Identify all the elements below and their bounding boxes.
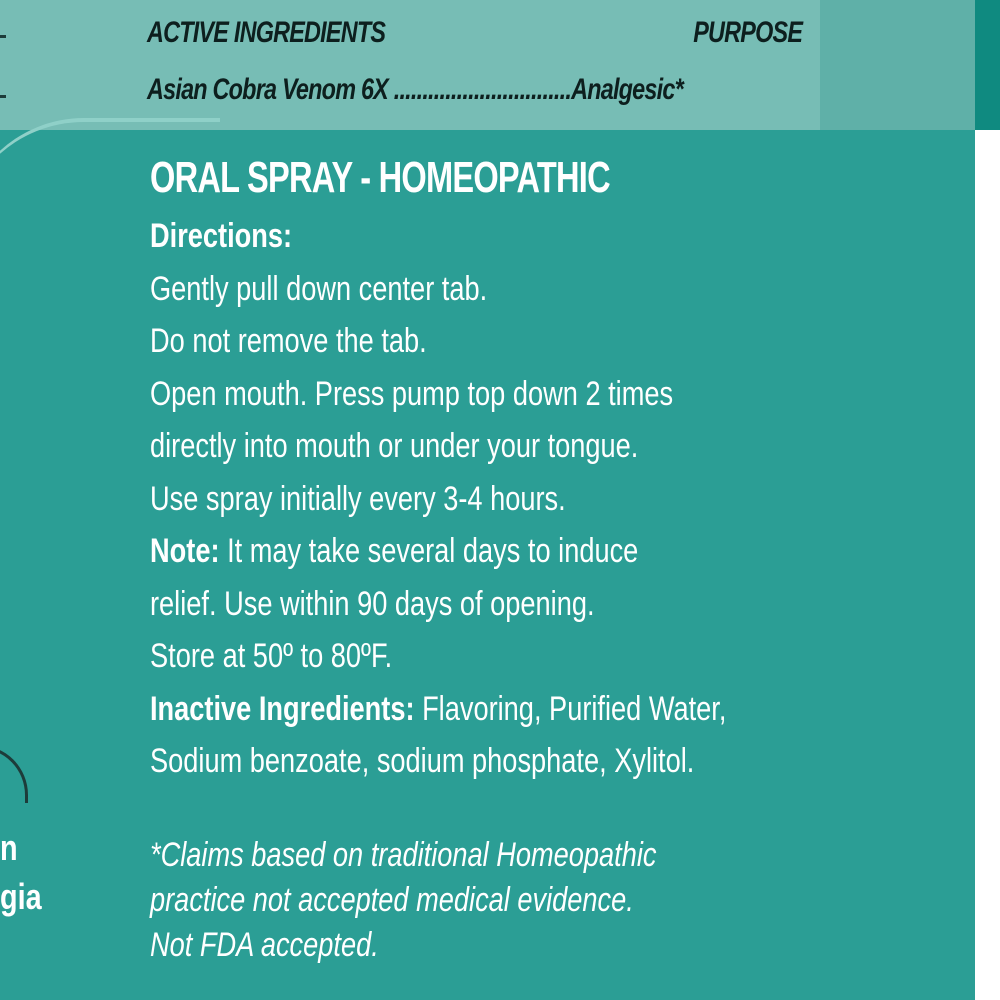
note-text: It may take several days to induce [219, 532, 639, 570]
purpose-heading: PURPOSE [693, 16, 803, 49]
direction-line: Do not remove the tab. [150, 322, 427, 360]
left-fragment: n [0, 827, 18, 868]
claims-line: *Claims based on traditional Homeopathic [150, 836, 657, 874]
active-ingredients-heading: ACTIVE INGREDIENTS [147, 16, 386, 49]
product-title: ORAL SPRAY - HOMEOPATHIC [150, 153, 610, 202]
claims-line: Not FDA accepted. [150, 926, 379, 964]
direction-line: directly into mouth or under your tongue. [150, 427, 639, 465]
active-ingredient-row: Asian Cobra Venom 6X ...............................Analgesic* [147, 73, 683, 106]
direction-line: Use spray initially every 3-4 hours. [150, 479, 566, 518]
directions-heading: Directions: [150, 217, 293, 255]
inactive-heading: Inactive Ingredients: [150, 689, 415, 728]
note-line [150, 525, 806, 578]
header-band-accent [820, 0, 975, 130]
note-heading: Note: [150, 532, 220, 570]
claims-disclaimer [150, 833, 970, 968]
inactive-line: Sodium benzoate, sodium phosphate, Xylitol. [150, 742, 695, 780]
right-edge-accent [975, 0, 1000, 130]
claims-line: practice not accepted medical evidence. [150, 881, 634, 919]
active-ingredients-header [147, 16, 803, 60]
inactive-text: Flavoring, Purified Water, [414, 689, 727, 728]
left-fragment: gia [0, 876, 42, 917]
storage-line: Store at 50º to 80ºF. [150, 637, 393, 675]
inactive-line [150, 683, 806, 736]
decorative-tick [0, 95, 6, 98]
right-edge [975, 0, 1000, 1000]
decorative-arc [0, 745, 28, 803]
direction-line: Gently pull down center tab. [150, 269, 488, 308]
direction-line: Open mouth. Press pump top down 2 times [150, 374, 674, 413]
decorative-tick [0, 35, 6, 38]
label-content [150, 148, 970, 788]
note-line: relief. Use within 90 days of opening. [150, 584, 595, 623]
